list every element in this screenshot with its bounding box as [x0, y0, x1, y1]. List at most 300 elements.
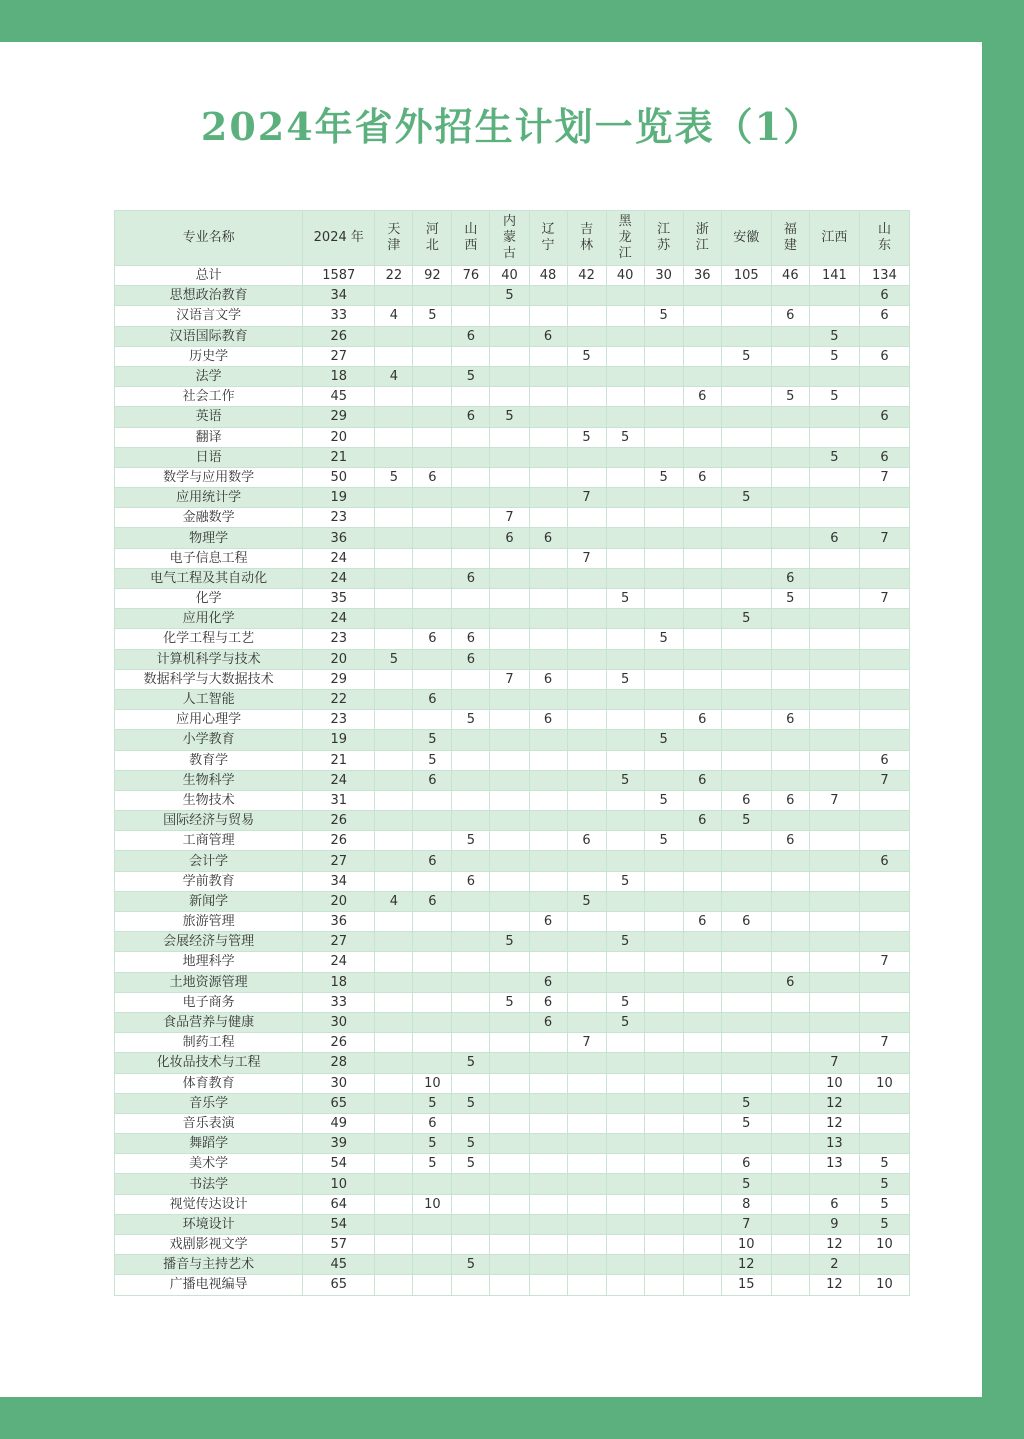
- quota-cell: [567, 1275, 606, 1295]
- quota-cell: [375, 871, 413, 891]
- quota-cell: [413, 1275, 452, 1295]
- quota-cell: [606, 387, 644, 407]
- quota-cell: [567, 649, 606, 669]
- quota-cell: [567, 710, 606, 730]
- major-name-cell: 戏剧影视文学: [115, 1235, 303, 1255]
- quota-cell: [490, 1053, 529, 1073]
- quota-cell: [809, 669, 859, 689]
- quota-cell: [567, 1154, 606, 1174]
- quota-cell: 5: [859, 1154, 909, 1174]
- major-name-cell: 总计: [115, 266, 303, 286]
- quota-cell: 5: [490, 407, 529, 427]
- quota-cell: [375, 488, 413, 508]
- quota-cell: [529, 851, 567, 871]
- quota-cell: 13: [809, 1134, 859, 1154]
- quota-cell: [809, 1012, 859, 1032]
- quota-cell: [490, 1235, 529, 1255]
- quota-cell: 40: [490, 266, 529, 286]
- table-row: [115, 1255, 910, 1275]
- quota-cell: [567, 286, 606, 306]
- quota-cell: [375, 1073, 413, 1093]
- quota-cell: 6: [567, 831, 606, 851]
- quota-cell: [452, 609, 490, 629]
- quota-cell: [771, 427, 809, 447]
- quota-cell: [452, 1235, 490, 1255]
- quota-cell: [529, 568, 567, 588]
- quota-cell: 5: [452, 831, 490, 851]
- total-cell: 39: [303, 1134, 375, 1154]
- quota-cell: [859, 831, 909, 851]
- major-name-cell: 电子商务: [115, 992, 303, 1012]
- major-name-cell: 社会工作: [115, 387, 303, 407]
- quota-cell: [452, 447, 490, 467]
- quota-cell: [413, 1053, 452, 1073]
- quota-cell: [413, 286, 452, 306]
- quota-cell: [606, 1134, 644, 1154]
- table-row: [115, 488, 910, 508]
- quota-cell: [809, 770, 859, 790]
- quota-cell: [771, 1033, 809, 1053]
- quota-cell: [490, 649, 529, 669]
- quota-cell: [529, 1214, 567, 1234]
- quota-cell: 5: [606, 1012, 644, 1032]
- total-cell: 49: [303, 1113, 375, 1133]
- quota-cell: 6: [721, 912, 771, 932]
- quota-cell: [375, 407, 413, 427]
- quota-cell: [809, 306, 859, 326]
- quota-cell: [771, 851, 809, 871]
- quota-cell: [771, 609, 809, 629]
- quota-cell: [413, 589, 452, 609]
- table-row: [115, 871, 910, 891]
- quota-cell: 5: [644, 831, 683, 851]
- quota-cell: [375, 851, 413, 871]
- quota-cell: [859, 387, 909, 407]
- quota-cell: [490, 972, 529, 992]
- quota-cell: [809, 488, 859, 508]
- quota-cell: [567, 568, 606, 588]
- quota-cell: [567, 912, 606, 932]
- quota-cell: [809, 467, 859, 487]
- quota-cell: 5: [859, 1174, 909, 1194]
- table-row: [115, 407, 910, 427]
- quota-cell: [859, 649, 909, 669]
- quota-cell: [721, 589, 771, 609]
- quota-cell: [452, 770, 490, 790]
- quota-cell: [375, 1113, 413, 1133]
- quota-cell: [567, 811, 606, 831]
- quota-cell: [490, 831, 529, 851]
- quota-cell: [413, 366, 452, 386]
- quota-cell: [721, 1134, 771, 1154]
- quota-cell: [683, 891, 721, 911]
- major-name-cell: 国际经济与贸易: [115, 811, 303, 831]
- table-row: [115, 1073, 910, 1093]
- quota-cell: 6: [529, 1012, 567, 1032]
- quota-cell: [644, 447, 683, 467]
- total-cell: 54: [303, 1154, 375, 1174]
- quota-cell: 6: [413, 629, 452, 649]
- quota-cell: [859, 488, 909, 508]
- quota-cell: [490, 1012, 529, 1032]
- quota-cell: [721, 851, 771, 871]
- quota-cell: [683, 346, 721, 366]
- quota-cell: [375, 770, 413, 790]
- table-row: [115, 811, 910, 831]
- quota-cell: [606, 952, 644, 972]
- quota-cell: 10: [809, 1073, 859, 1093]
- quota-cell: [529, 730, 567, 750]
- quota-cell: [859, 1255, 909, 1275]
- quota-cell: [529, 750, 567, 770]
- quota-cell: [644, 346, 683, 366]
- quota-cell: [413, 528, 452, 548]
- quota-cell: [809, 548, 859, 568]
- quota-cell: [606, 1093, 644, 1113]
- quota-cell: [809, 750, 859, 770]
- quota-cell: [683, 366, 721, 386]
- quota-cell: 5: [721, 1174, 771, 1194]
- total-cell: 18: [303, 366, 375, 386]
- quota-cell: [529, 952, 567, 972]
- total-cell: 65: [303, 1275, 375, 1295]
- quota-cell: [683, 790, 721, 810]
- quota-cell: [375, 1194, 413, 1214]
- quota-cell: [683, 1194, 721, 1214]
- quota-cell: [375, 972, 413, 992]
- quota-cell: [452, 790, 490, 810]
- quota-cell: 6: [859, 447, 909, 467]
- major-name-cell: 书法学: [115, 1174, 303, 1194]
- quota-cell: [413, 932, 452, 952]
- quota-cell: [683, 750, 721, 770]
- quota-cell: [490, 811, 529, 831]
- table-row: [115, 972, 910, 992]
- quota-cell: [809, 831, 859, 851]
- quota-cell: [529, 589, 567, 609]
- quota-cell: [606, 750, 644, 770]
- quota-cell: 6: [771, 831, 809, 851]
- total-cell: 34: [303, 286, 375, 306]
- quota-cell: 12: [809, 1235, 859, 1255]
- quota-cell: [809, 689, 859, 709]
- quota-cell: [567, 750, 606, 770]
- quota-cell: 5: [490, 932, 529, 952]
- total-cell: 45: [303, 387, 375, 407]
- major-name-cell: 音乐学: [115, 1093, 303, 1113]
- quota-cell: [721, 286, 771, 306]
- major-name-cell: 日语: [115, 447, 303, 467]
- total-cell: 24: [303, 568, 375, 588]
- major-name-cell: 制药工程: [115, 1033, 303, 1053]
- major-name-cell: 汉语国际教育: [115, 326, 303, 346]
- quota-cell: 134: [859, 266, 909, 286]
- quota-cell: 5: [606, 589, 644, 609]
- quota-cell: [644, 891, 683, 911]
- major-name-cell: 金融数学: [115, 508, 303, 528]
- header-province: 黑 龙 江: [606, 211, 644, 266]
- quota-cell: [375, 1154, 413, 1174]
- major-name-cell: 法学: [115, 366, 303, 386]
- quota-cell: [809, 1033, 859, 1053]
- quota-cell: 6: [413, 770, 452, 790]
- quota-cell: [529, 1033, 567, 1053]
- quota-cell: 6: [529, 710, 567, 730]
- header-province: 山 东: [859, 211, 909, 266]
- quota-cell: [683, 689, 721, 709]
- quota-cell: [859, 609, 909, 629]
- quota-cell: [809, 286, 859, 306]
- quota-cell: 6: [771, 710, 809, 730]
- quota-cell: 12: [809, 1275, 859, 1295]
- quota-cell: [413, 992, 452, 1012]
- major-name-cell: 学前教育: [115, 871, 303, 891]
- quota-cell: 6: [529, 912, 567, 932]
- quota-cell: [529, 1174, 567, 1194]
- table-row: [115, 447, 910, 467]
- quota-cell: [490, 1194, 529, 1214]
- quota-cell: [490, 851, 529, 871]
- quota-cell: 105: [721, 266, 771, 286]
- quota-cell: [529, 1093, 567, 1113]
- quota-cell: 46: [771, 266, 809, 286]
- quota-cell: 10: [859, 1275, 909, 1295]
- quota-cell: [771, 629, 809, 649]
- total-cell: 65: [303, 1093, 375, 1113]
- quota-cell: [721, 1033, 771, 1053]
- quota-cell: 5: [644, 730, 683, 750]
- quota-cell: 5: [771, 589, 809, 609]
- table-row: [115, 548, 910, 568]
- quota-cell: [375, 1275, 413, 1295]
- quota-cell: [567, 1235, 606, 1255]
- quota-cell: 5: [452, 1154, 490, 1174]
- quota-cell: 7: [859, 770, 909, 790]
- header-province: 吉 林: [567, 211, 606, 266]
- quota-cell: [606, 548, 644, 568]
- quota-cell: [809, 710, 859, 730]
- quota-cell: [771, 366, 809, 386]
- quota-cell: 5: [721, 488, 771, 508]
- quota-cell: 5: [859, 1214, 909, 1234]
- total-cell: 33: [303, 992, 375, 1012]
- major-name-cell: 电气工程及其自动化: [115, 568, 303, 588]
- quota-cell: [375, 1053, 413, 1073]
- quota-cell: 6: [683, 387, 721, 407]
- quota-cell: 7: [567, 1033, 606, 1053]
- quota-cell: [529, 1134, 567, 1154]
- table-row: [115, 750, 910, 770]
- quota-cell: [683, 1012, 721, 1032]
- quota-cell: [413, 609, 452, 629]
- quota-cell: [721, 1012, 771, 1032]
- major-name-cell: 生物科学: [115, 770, 303, 790]
- major-name-cell: 翻译: [115, 427, 303, 447]
- major-name-cell: 电子信息工程: [115, 548, 303, 568]
- quota-cell: 6: [721, 790, 771, 810]
- major-name-cell: 历史学: [115, 346, 303, 366]
- quota-cell: [606, 508, 644, 528]
- quota-cell: [375, 932, 413, 952]
- quota-cell: [490, 1174, 529, 1194]
- quota-cell: 5: [644, 467, 683, 487]
- major-name-cell: 英语: [115, 407, 303, 427]
- quota-cell: 5: [721, 1113, 771, 1133]
- header-province: 浙 江: [683, 211, 721, 266]
- quota-cell: [683, 629, 721, 649]
- table-row: [115, 1134, 910, 1154]
- quota-cell: [771, 912, 809, 932]
- total-cell: 26: [303, 1033, 375, 1053]
- quota-cell: 6: [683, 811, 721, 831]
- quota-cell: [452, 1275, 490, 1295]
- quota-cell: [452, 286, 490, 306]
- quota-cell: [413, 447, 452, 467]
- total-cell: 21: [303, 750, 375, 770]
- quota-cell: 13: [809, 1154, 859, 1174]
- quota-cell: 5: [809, 346, 859, 366]
- quota-cell: [721, 366, 771, 386]
- quota-cell: [529, 447, 567, 467]
- quota-cell: [490, 1093, 529, 1113]
- quota-cell: [567, 306, 606, 326]
- quota-cell: [413, 427, 452, 447]
- quota-cell: 40: [606, 266, 644, 286]
- quota-cell: 10: [859, 1073, 909, 1093]
- total-cell: 50: [303, 467, 375, 487]
- quota-cell: 6: [859, 407, 909, 427]
- quota-cell: [683, 1275, 721, 1295]
- quota-cell: [452, 1214, 490, 1234]
- quota-cell: [606, 1033, 644, 1053]
- quota-cell: [529, 1113, 567, 1133]
- quota-cell: [490, 548, 529, 568]
- quota-cell: [375, 528, 413, 548]
- quota-cell: [721, 629, 771, 649]
- quota-cell: [567, 1134, 606, 1154]
- quota-cell: 5: [809, 326, 859, 346]
- quota-cell: [771, 1113, 809, 1133]
- quota-cell: [606, 1235, 644, 1255]
- quota-cell: [683, 1053, 721, 1073]
- quota-cell: [490, 871, 529, 891]
- quota-cell: 6: [529, 326, 567, 346]
- quota-cell: [490, 891, 529, 911]
- quota-cell: [644, 1174, 683, 1194]
- quota-cell: [567, 528, 606, 548]
- quota-cell: [683, 1174, 721, 1194]
- quota-cell: [644, 1073, 683, 1093]
- quota-cell: 5: [606, 932, 644, 952]
- quota-cell: [683, 1134, 721, 1154]
- quota-cell: [490, 1154, 529, 1174]
- quota-cell: [809, 427, 859, 447]
- quota-cell: [452, 750, 490, 770]
- quota-cell: [452, 1113, 490, 1133]
- quota-cell: [567, 1093, 606, 1113]
- quota-cell: [375, 1255, 413, 1275]
- quota-cell: [644, 710, 683, 730]
- quota-cell: [452, 669, 490, 689]
- quota-cell: 6: [771, 568, 809, 588]
- total-cell: 23: [303, 629, 375, 649]
- quota-cell: 6: [529, 669, 567, 689]
- quota-cell: [529, 306, 567, 326]
- quota-cell: [567, 790, 606, 810]
- table-row: [115, 528, 910, 548]
- quota-cell: [683, 1093, 721, 1113]
- quota-cell: [606, 1194, 644, 1214]
- quota-cell: [375, 1174, 413, 1194]
- total-cell: 24: [303, 609, 375, 629]
- quota-cell: [567, 952, 606, 972]
- quota-cell: [771, 1093, 809, 1113]
- quota-cell: [567, 851, 606, 871]
- quota-cell: 92: [413, 266, 452, 286]
- quota-cell: 5: [413, 1134, 452, 1154]
- quota-cell: [529, 891, 567, 911]
- quota-cell: [529, 811, 567, 831]
- quota-cell: [606, 972, 644, 992]
- quota-cell: [452, 851, 490, 871]
- quota-cell: [644, 407, 683, 427]
- quota-cell: [413, 488, 452, 508]
- total-cell: 26: [303, 831, 375, 851]
- quota-cell: [859, 891, 909, 911]
- quota-cell: 5: [606, 871, 644, 891]
- table-row: [115, 609, 910, 629]
- quota-cell: [413, 790, 452, 810]
- quota-cell: [375, 912, 413, 932]
- quota-cell: [452, 508, 490, 528]
- quota-cell: [413, 407, 452, 427]
- quota-cell: [529, 649, 567, 669]
- quota-cell: [721, 306, 771, 326]
- quota-cell: [452, 548, 490, 568]
- quota-cell: [771, 346, 809, 366]
- quota-cell: [721, 831, 771, 851]
- quota-cell: 5: [413, 1154, 452, 1174]
- quota-cell: [567, 387, 606, 407]
- total-cell: 30: [303, 1073, 375, 1093]
- quota-cell: 6: [721, 1154, 771, 1174]
- quota-cell: [375, 750, 413, 770]
- quota-cell: [452, 1073, 490, 1093]
- quota-cell: [606, 1053, 644, 1073]
- quota-cell: [490, 366, 529, 386]
- table-row: [115, 366, 910, 386]
- table-row: [115, 992, 910, 1012]
- quota-cell: [452, 488, 490, 508]
- quota-cell: [771, 1073, 809, 1093]
- quota-cell: [529, 689, 567, 709]
- quota-cell: [644, 528, 683, 548]
- quota-cell: 7: [490, 508, 529, 528]
- quota-cell: [721, 447, 771, 467]
- quota-cell: 7: [859, 467, 909, 487]
- quota-cell: [644, 770, 683, 790]
- quota-cell: [452, 1033, 490, 1053]
- quota-cell: [606, 1255, 644, 1275]
- quota-cell: [567, 669, 606, 689]
- quota-cell: [644, 387, 683, 407]
- quota-cell: 48: [529, 266, 567, 286]
- quota-cell: [644, 1033, 683, 1053]
- quota-cell: [809, 730, 859, 750]
- quota-cell: [859, 366, 909, 386]
- quota-cell: [771, 770, 809, 790]
- header-province: 内 蒙 古: [490, 211, 529, 266]
